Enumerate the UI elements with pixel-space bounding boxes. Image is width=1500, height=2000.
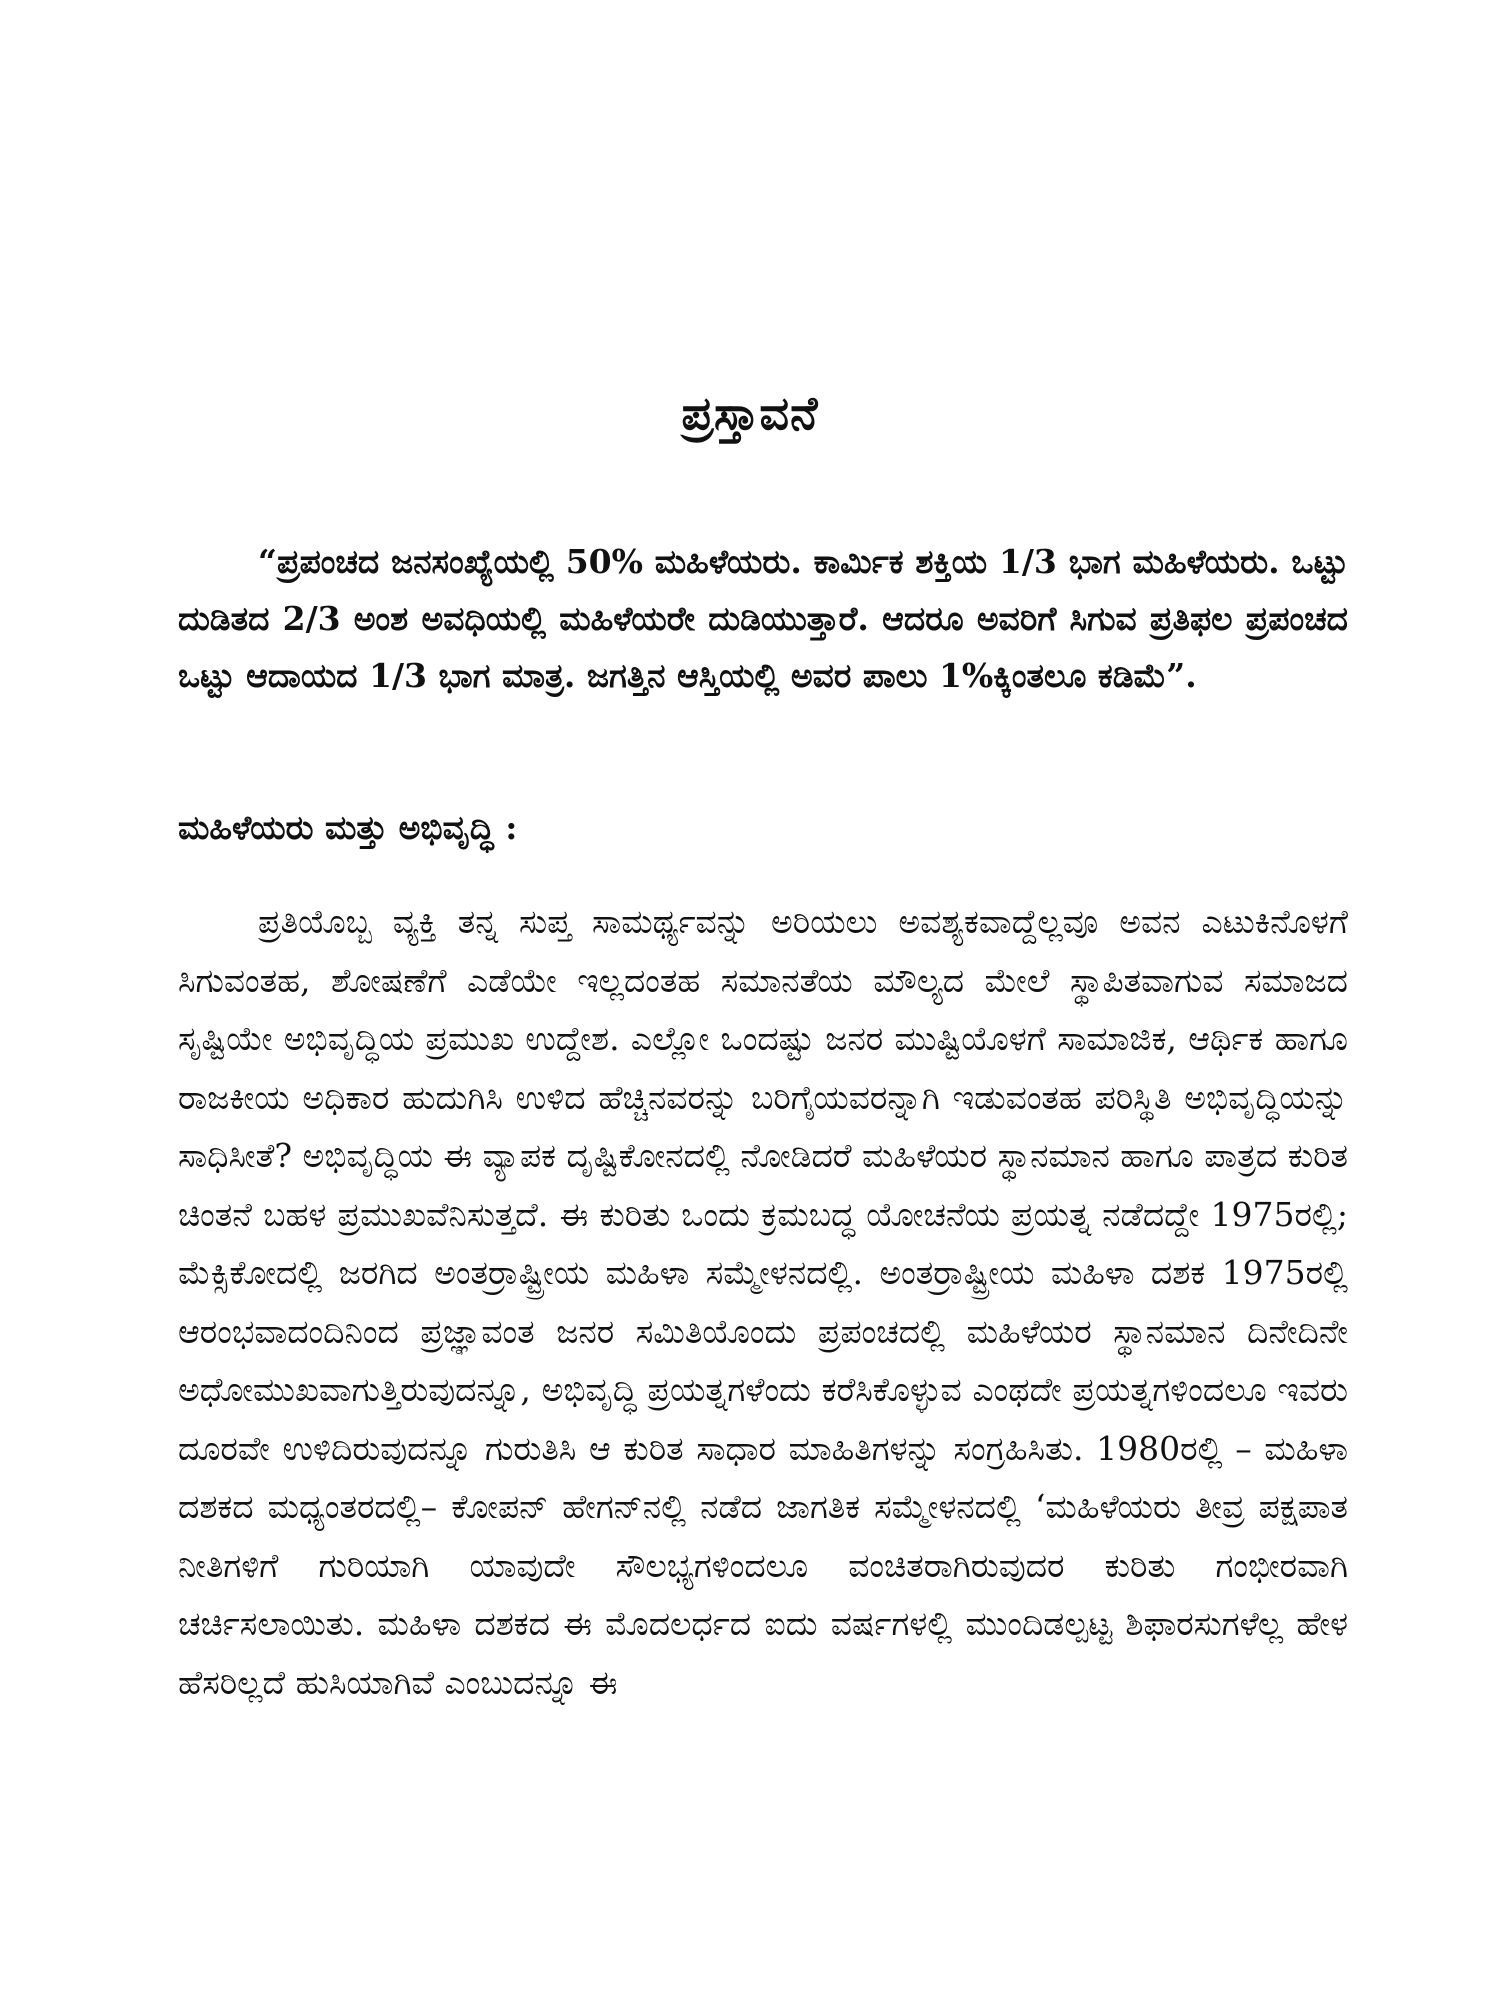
section-heading: ಮಹಿಳೆಯರು ಮತ್ತು ಅಭಿವೃದ್ಧಿ :	[178, 808, 518, 847]
opening-quote: “ಪ್ರಪಂಚದ ಜನಸಂಖ್ಯೆಯಲ್ಲಿ 50% ಮಹಿಳೆಯರು. ಕಾರ್ಮಿಕ ಶಕ್ತಿಯ 1/3 ಭಾಗ ಮಹಿಳೆಯರು. ಒಟ್ಟು ದುಡಿತದ 2/3 ಅಂಶ ಅವಧಿಯಲ್ಲಿ ಮಹಿಳೆಯರೇ ದುಡಿಯುತ್ತಾರೆ. ಆದರೂ ಅವರಿಗೆ ಸಿಗುವ ಪ್ರತಿಫಲ ಪ್ರಪಂಚದ ಒಟ್ಟು ಆದಾಯದ 1/3 ಭಾಗ ಮಾತ್ರ. ಜಗತ್ತಿನ ಆಸ್ತಿಯಲ್ಲಿ ಅವರ ಪಾಲು 1%ಕ್ಕಿಂತಲೂ ಕಡಿಮೆ”.	[178, 542, 1348, 695]
body-paragraph: ಪ್ರತಿಯೊಬ್ಬ ವ್ಯಕ್ತಿ ತನ್ನ ಸುಪ್ತ ಸಾಮರ್ಥ್ಯವನ್ನು ಅರಿಯಲು ಅವಶ್ಯಕವಾದ್ದೆಲ್ಲವೂ ಅವನ ಎಟುಕಿನೊಳಗೆ ಸಿಗುವಂತಹ, ಶೋಷಣೆಗೆ ಎಡೆಯೇ ಇಲ್ಲದಂತಹ ಸಮಾನತೆಯ ಮೌಲ್ಯದ ಮೇಲೆ ಸ್ಥಾಪಿತವಾಗುವ ಸಮಾಜದ ಸೃಷ್ಟಿಯೇ ಅಭಿವೃದ್ಧಿಯ ಪ್ರಮುಖ ಉದ್ದೇಶ. ಎಲ್ಲೋ ಒಂದಷ್ಟು ಜನರ ಮುಷ್ಟಿಯೊಳಗೆ ಸಾಮಾಜಿಕ, ಆರ್ಥಿಕ ಹಾಗೂ ರಾಜಕೀಯ ಅಧಿಕಾರ ಹುದುಗಿಸಿ ಉಳಿದ ಹೆಚ್ಚಿನವರನ್ನು ಬರಿಗೈಯವರನ್ನಾಗಿ ಇಡುವಂತಹ ಪರಿಸ್ಥಿತಿ ಅಭಿವೃದ್ಧಿಯನ್ನು ಸಾಧಿಸೀತೆ? ಅಭಿವೃದ್ಧಿಯ ಈ ವ್ಯಾಪಕ ದೃಷ್ಟಿಕೋನದಲ್ಲಿ ನೋಡಿದರೆ ಮಹಿಳೆಯರ ಸ್ಥಾನಮಾನ ಹಾಗೂ ಪಾತ್ರದ ಕುರಿತ ಚಿಂತನೆ ಬಹಳ ಪ್ರಮುಖವೆನಿಸುತ್ತದೆ. ಈ ಕುರಿತು ಒಂದು ಕ್ರಮಬದ್ಧ ಯೋಚನೆಯ ಪ್ರಯತ್ನ ನಡೆದದ್ದೇ 1975ರಲ್ಲಿ; ಮೆಕ್ಸಿಕೋದಲ್ಲಿ ಜರಗಿದ ಅಂತರ್ರಾಷ್ಟ್ರೀಯ ಮಹಿಳಾ ಸಮ್ಮೇಳನದಲ್ಲಿ. ಅಂತರ್ರಾಷ್ಟ್ರೀಯ ಮಹಿಳಾ ದಶಕ 1975ರಲ್ಲಿ ಆರಂಭವಾದಂದಿನಿಂದ ಪ್ರಜ್ಞಾವಂತ ಜನರ ಸಮಿತಿಯೊಂದು ಪ್ರಪಂಚದಲ್ಲಿ ಮಹಿಳೆಯರ ಸ್ಥಾನಮಾನ ದಿನೇದಿನೇ ಅಧೋಮುಖವಾಗುತ್ತಿರುವುದನ್ನೂ, ಅಭಿವೃದ್ಧಿ ಪ್ರಯತ್ನಗಳೆಂದು ಕರೆಸಿಕೊಳ್ಳುವ ಎಂಥದೇ ಪ್ರಯತ್ನಗಳಿಂದಲೂ ಇವರು ದೂರವೇ ಉಳಿದಿರುವುದನ್ನೂ ಗುರುತಿಸಿ ಆ ಕುರಿತ ಸಾಧಾರ ಮಾಹಿತಿಗಳನ್ನು ಸಂಗ್ರಹಿಸಿತು. 1980ರಲ್ಲಿ – ಮಹಿಳಾ ದಶಕದ ಮಧ್ಯಂತರದಲ್ಲಿ– ಕೋಪನ್ ಹೇಗನ್‌ನಲ್ಲಿ ನಡೆದ ಜಾಗತಿಕ ಸಮ್ಮೇಳನದಲ್ಲಿ ‘ಮಹಿಳೆಯರು ತೀವ್ರ ಪಕ್ಷಪಾತ ನೀತಿಗಳಿಗೆ ಗುರಿಯಾಗಿ ಯಾವುದೇ ಸೌಲಭ್ಯಗಳಿಂದಲೂ ವಂಚಿತರಾಗಿರುವುದರ ಕುರಿತು ಗಂಭೀರವಾಗಿ ಚರ್ಚಿಸಲಾಯಿತು. ಮಹಿಳಾ ದಶಕದ ಈ ಮೊದಲರ್ಧದ ಐದು ವರ್ಷಗಳಲ್ಲಿ ಮುಂದಿಡಲ್ಪಟ್ಟ ಶಿಫಾರಸುಗಳೆಲ್ಲ ಹೇಳ ಹೆಸರಿಲ್ಲದೆ ಹುಸಿಯಾಗಿವೆ ಎಂಬುದನ್ನೂ ಈ	[178, 902, 1348, 1702]
page-title: ಪ್ರಸ್ತಾವನೆ	[681, 385, 819, 440]
